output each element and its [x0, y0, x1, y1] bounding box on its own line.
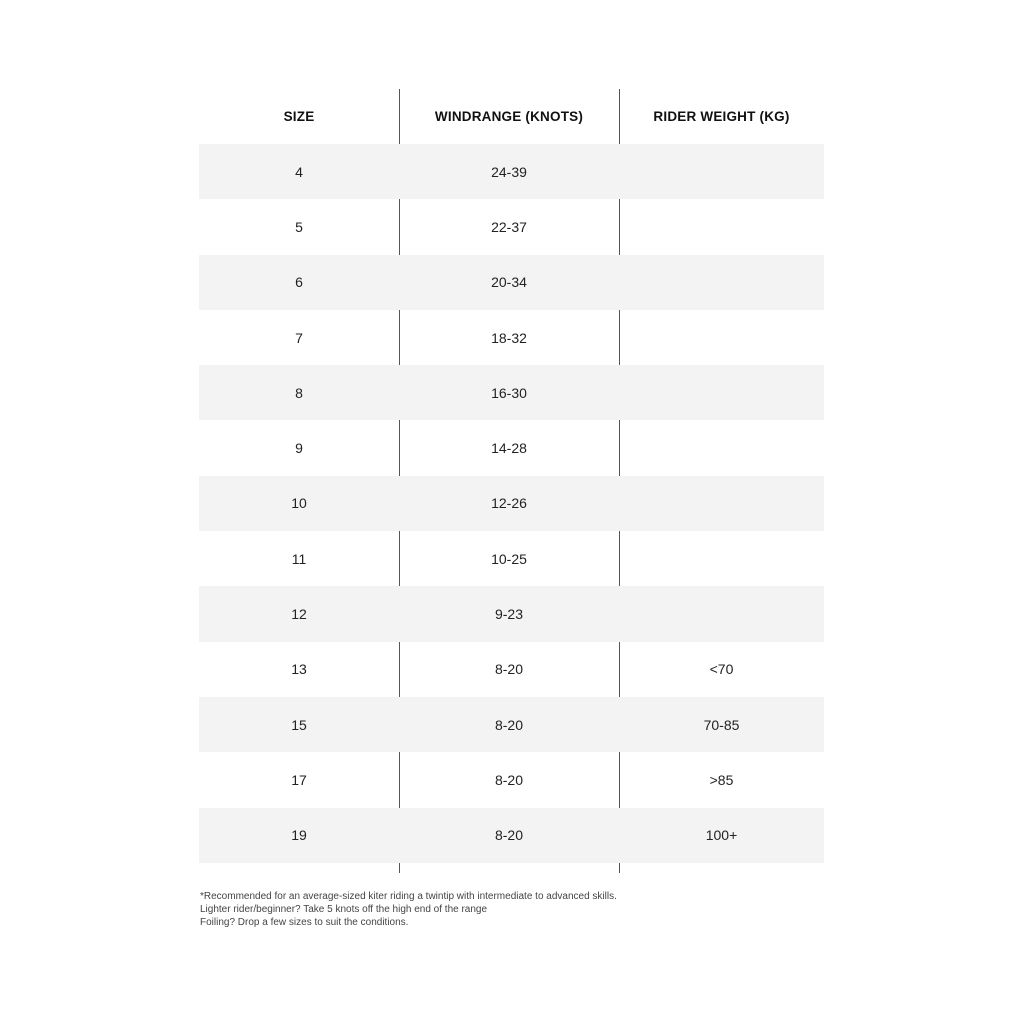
cell-rider-weight	[619, 531, 824, 586]
cell-rider-weight	[619, 144, 824, 199]
cell-windrange: 8-20	[494, 771, 524, 788]
cell-windrange: 14-28	[491, 440, 527, 457]
cell-rider-weight	[619, 199, 824, 254]
cell-windrange: 16-30	[491, 384, 527, 401]
cell-windrange: 8-20	[494, 661, 524, 678]
cell-windrange: 24-39	[491, 163, 527, 180]
header-rider-weight: RIDER WEIGHT (KG)	[653, 109, 790, 124]
cell-windrange: 9-23	[494, 606, 524, 623]
cell-size: 19	[291, 827, 307, 844]
cell-rider-weight: 70-85	[703, 716, 740, 733]
cell-size: 11	[291, 550, 307, 567]
table-row	[199, 586, 824, 641]
cell-windrange: 22-37	[491, 218, 527, 235]
cell-size: 13	[291, 661, 307, 678]
cell-rider-weight	[619, 365, 824, 420]
header-windrange: WINDRANGE (KNOTS)	[434, 109, 584, 124]
cell-size: 10	[291, 495, 307, 512]
table-row	[199, 199, 824, 254]
cell-size: 15	[291, 716, 307, 733]
footnotes	[200, 890, 824, 929]
cell-size: 9	[295, 440, 303, 457]
table-header-row	[199, 89, 824, 144]
header-size: SIZE	[283, 109, 315, 124]
cell-rider-weight	[619, 420, 824, 475]
cell-size: 5	[295, 218, 303, 235]
cell-rider-weight	[619, 586, 824, 641]
size-chart-table	[199, 89, 824, 873]
cell-size: 12	[291, 606, 307, 623]
cell-size: 6	[295, 274, 303, 291]
table-row	[199, 697, 824, 752]
table-row	[199, 144, 824, 199]
table-row	[199, 255, 824, 310]
cell-windrange: 12-26	[491, 495, 527, 512]
cell-windrange: 10-25	[491, 550, 527, 567]
table-row	[199, 365, 824, 420]
table-row	[199, 531, 824, 586]
cell-size: 7	[295, 329, 303, 346]
footnote-line: Lighter rider/beginner? Take 5 knots off the high end of the range	[200, 904, 488, 915]
cell-windrange: 20-34	[491, 274, 527, 291]
table-row	[199, 310, 824, 365]
cell-size: 8	[295, 384, 303, 401]
cell-rider-weight: <70	[709, 661, 734, 678]
cell-rider-weight	[619, 476, 824, 531]
footnote-line: Foiling? Drop a few sizes to suit the conditions.	[200, 917, 409, 928]
cell-size: 17	[291, 771, 307, 788]
cell-windrange: 8-20	[494, 827, 524, 844]
cell-rider-weight	[619, 310, 824, 365]
cell-size: 4	[295, 163, 303, 180]
table-row	[199, 752, 824, 807]
table-row	[199, 420, 824, 475]
cell-rider-weight	[619, 255, 824, 310]
cell-windrange: 18-32	[491, 329, 527, 346]
cell-rider-weight: >85	[709, 771, 734, 788]
cell-windrange: 8-20	[494, 716, 524, 733]
table-row	[199, 808, 824, 863]
table-row	[199, 642, 824, 697]
table-body	[199, 144, 824, 863]
footnote-line: *Recommended for an average-sized kiter riding a twintip with intermediate to advanced skills.	[200, 891, 617, 902]
cell-rider-weight: 100+	[705, 827, 738, 844]
table-row	[199, 476, 824, 531]
